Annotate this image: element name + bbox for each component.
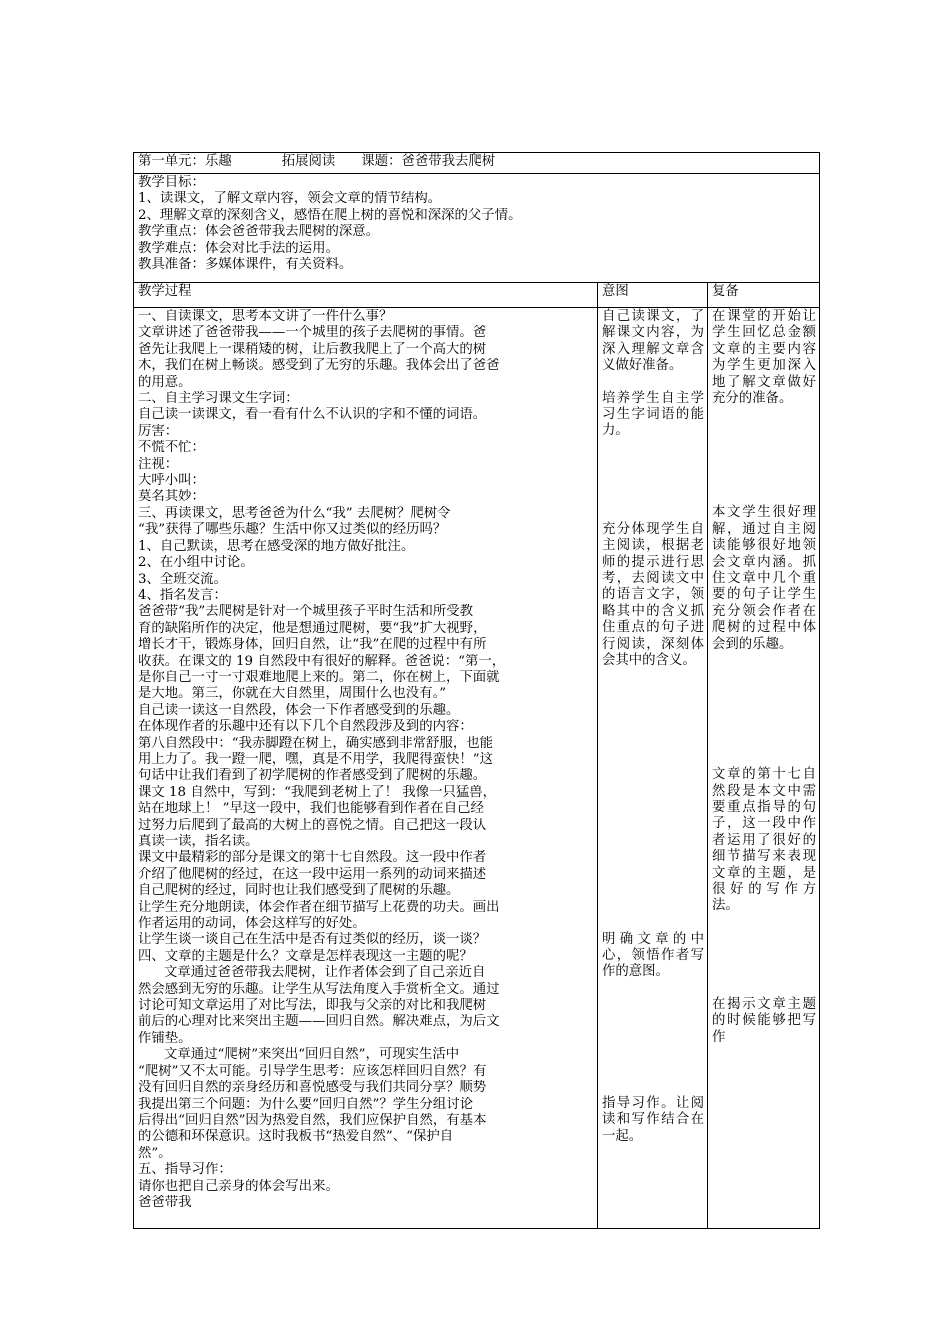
review-note-2: 本文学生很好理解，通过自主阅读能够很好地领会文章内涵。抓住文章中几个重要的句子让学生充分领会作者在爬树的过程中体会到的乐趣。 xyxy=(712,505,816,652)
process-line: 然会感到无穷的乐趣。让学生从写法角度入手赏析全文。通过 xyxy=(138,981,500,997)
process-line: 后得出“回归自然”因为热爱自然，我们应保护自然，有基本 xyxy=(138,1112,487,1128)
process-line: 然”。 xyxy=(138,1145,172,1161)
process-line: 不慌不忙： xyxy=(138,440,205,456)
review-note-3: 文章的第十七自然段是本文中需要重点指导的句子，这一段中作者运用了很好的细节描写来表现文章的主题，是很好的写作方法。 xyxy=(712,767,816,914)
review-note-1: 在课堂的开始让学生回忆总金额文章的主要内容为学生更加深入地了解文章做好充分的准备。 xyxy=(712,309,816,407)
process-line: 爸先让我爬上一课稍矮的树，让后教我爬上了一个高大的树 xyxy=(138,341,487,357)
process-line: 2、在小组中讨论。 xyxy=(138,555,254,571)
process-line: 在体现作者的乐趣中还有以下几个自然段涉及到的内容： xyxy=(138,719,473,735)
process-line: 厉害： xyxy=(138,423,179,439)
process-line: 增长才干，锻炼身体，回归自然，让“我”在爬的过程中有所 xyxy=(138,637,487,653)
review-cell xyxy=(708,308,820,1229)
column-header-review: 复备 xyxy=(708,283,820,308)
process-line: 4、指名发言： xyxy=(138,587,227,603)
intent-note-2: 培养学生自主学习生字词语的能力。 xyxy=(602,390,704,439)
intent-note-4: 明确文章的中心，领悟作者写作的意图。 xyxy=(602,931,704,980)
process-line: 的用意。 xyxy=(138,374,192,390)
process-line: 爸爸带“我”去爬树是针对一个城里孩子平时生活和所受教 xyxy=(138,604,474,620)
process-line: 的公德和环保意识。这时我板书“热爱自然”、“保护自 xyxy=(138,1129,454,1145)
process-line: “爬树”又不太可能。引导学生思考：应该怎样回归自然？有 xyxy=(138,1063,487,1079)
goals-row xyxy=(134,174,820,283)
column-header-row xyxy=(134,283,820,308)
process-line: 文章通过爸爸带我去爬树，让作者体会到了自己亲近自 xyxy=(164,965,486,981)
process-line: 自己爬树的经过，同时也让我们感受到了爬树的乐趣。 xyxy=(138,883,460,899)
process-line: 作者运用的动词，体会这样写的好处。 xyxy=(138,916,366,932)
goals-cell xyxy=(134,174,820,283)
process-line: 我提出第三个问题：为什么要“回归自然”？学生分组讨论 xyxy=(138,1096,474,1112)
key-point: 教学重点：体会爸爸带我去爬树的深意。 xyxy=(138,224,380,240)
process-line: 请你也把自己亲身的体会写出来。 xyxy=(138,1178,339,1194)
process-line: 真读一读，指名读。 xyxy=(138,834,259,849)
process-line: 让学生充分地朗读，体会作者在细节描写上花费的功夫。画出 xyxy=(138,899,500,915)
process-line: 三、再读课文，思考爸爸为什么“我” 去爬树？爬树令 xyxy=(138,505,451,521)
process-line: 木，我们在树上畅谈。感受到了无穷的乐趣。我体会出了爸爸 xyxy=(138,358,500,374)
goal-item: 2、理解文章的深刻含义，感悟在爬上树的喜悦和深深的父子情。 xyxy=(138,207,522,223)
process-line: 介绍了他爬树的经过，在这一段中运用一系列的动词来描述 xyxy=(138,866,487,882)
process-line: 育的缺陷所作的决定，他是想通过爬树，要“我”扩大视野， xyxy=(138,620,487,636)
header-cell xyxy=(134,153,820,174)
process-line: 用上力了。我一蹬一爬，嘿，真是不用学，我爬得蛮快！”这 xyxy=(138,751,493,767)
process-line: 过努力后爬到了最高的大树上的喜悦之情。自己把这一段认 xyxy=(138,817,487,833)
unit-title: 第一单元：乐趣 xyxy=(138,154,232,169)
process-line: 收获。在课文的 19 自然段中有很好的解释。爸爸说：“第一， xyxy=(138,653,506,669)
difficult-point: 教学难点：体会对比手法的运用。 xyxy=(138,240,339,256)
process-cell xyxy=(134,308,598,1229)
process-line: 注视： xyxy=(138,456,179,472)
process-line: 课文中最精彩的部分是课文的第十七自然段。这一段中作者 xyxy=(138,850,487,866)
goals-heading: 教学目标： xyxy=(138,175,205,190)
review-note-4: 在揭示文章主题的时候能够把写作 xyxy=(712,996,816,1045)
column-header-process: 教学过程 xyxy=(134,283,598,308)
process-line: 爸爸带我 xyxy=(138,1194,192,1210)
intent-note-3: 充分体现学生自主阅读，根据老师的提示进行思考，去阅读文中的语言文字，领略其中的含义抓住重点的句子进行阅读，深刻体会其中的含义。 xyxy=(602,521,704,669)
process-line: 站在地球上！ ”早这一段中，我们也能够看到作者在自己经 xyxy=(138,801,484,817)
materials: 教具准备：多媒体课件，有关资料。 xyxy=(138,257,353,273)
process-line: 二、自主学习课文生字词： xyxy=(138,391,299,407)
process-line: 是你自己一寸一寸艰难地爬上来的。第二，你在树上，下面就 xyxy=(138,669,500,685)
process-line: 作铺垫。 xyxy=(138,1030,192,1046)
process-line: 没有回归自然的亲身经历和喜悦感受与我们共同分享？顺势 xyxy=(138,1080,487,1096)
process-line: 五、指导习作： xyxy=(138,1162,232,1178)
process-line: 四、文章的主题是什么？文章是怎样表现这一主题的呢？ xyxy=(138,948,473,964)
process-line: 文章通过“爬树”来突出“回归自然”，可现实生活中 xyxy=(164,1047,460,1063)
header-row xyxy=(134,153,820,174)
process-line: 讨论可知文章运用了对比写法，即我与父亲的对比和我爬树 xyxy=(138,998,487,1014)
process-line: 是大地。第三，你就在大自然里，周围什么也没有。” xyxy=(138,686,447,702)
process-line: 3、全班交流。 xyxy=(138,571,227,587)
content-row xyxy=(134,308,820,1229)
column-header-intent: 意图 xyxy=(598,283,708,308)
reading-type: 拓展阅读 xyxy=(281,154,336,169)
process-line: 第八自然段中：“我赤脚蹬在树上，确实感到非常舒服，也能 xyxy=(138,735,493,751)
process-line: “我”获得了哪些乐趣？生活中你又过类似的经历吗？ xyxy=(138,522,447,538)
lesson-plan-table xyxy=(133,152,820,1229)
process-line: 前后的心理对比来突出主题——回归自然。解决难点，为后文 xyxy=(138,1014,500,1030)
process-line: 1、自己默读，思考在感受深的地方做好批注。 xyxy=(138,538,415,554)
process-line: 一、自读课文，思考本文讲了一件什么事？ xyxy=(138,309,393,324)
goal-item: 1、读课文，了解文章内容，领会文章的情节结构。 xyxy=(138,191,442,207)
lesson-title: 课题：爸爸带我去爬树 xyxy=(361,154,496,169)
process-line: 莫名其妙： xyxy=(138,489,205,505)
process-line: 文章讲述了爸爸带我——一个城里的孩子去爬树的事情。爸 xyxy=(138,325,487,341)
process-line: 大呼小叫： xyxy=(138,473,205,489)
process-line: 让学生谈一谈自己在生活中是否有过类似的经历，谈一谈？ xyxy=(138,932,487,948)
intent-note-1: 自己读课文，了解课文内容，为深入理解文章含义做好准备。 xyxy=(602,309,704,374)
process-line: 自己读一读这一自然段，体会一下作者感受到的乐趣。 xyxy=(138,702,460,718)
process-line: 句话中让我们看到了初学爬树的作者感受到了爬树的乐趣。 xyxy=(138,768,487,784)
intent-cell xyxy=(598,308,708,1229)
process-line: 课文 18 自然中，写到：“我爬到老树上了！ 我像一只猛兽， xyxy=(138,784,497,800)
process-line: 自己读一读课文，看一看有什么不认识的字和不懂的词语。 xyxy=(138,407,487,423)
intent-note-5: 指导习作。让阅读和写作结合在一起。 xyxy=(602,1095,704,1144)
